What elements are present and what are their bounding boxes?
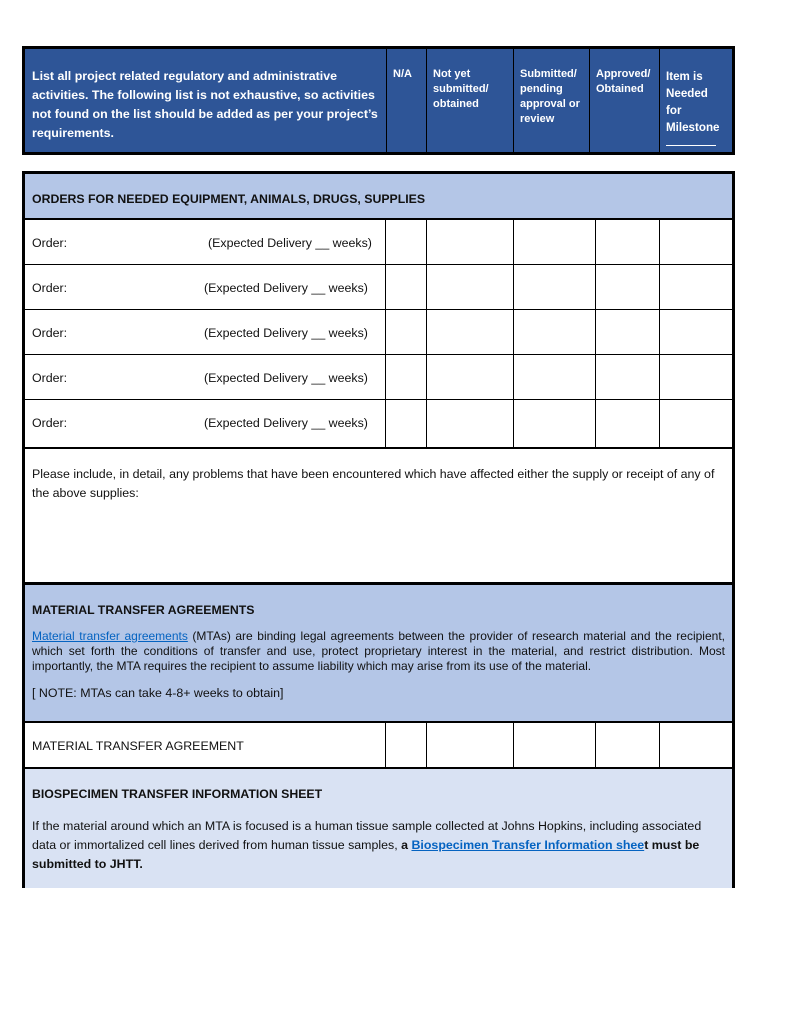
expected-delivery: (Expected Delivery __ weeks)	[208, 236, 372, 250]
biospecimen-section	[25, 769, 732, 888]
status-cell-not-yet[interactable]	[427, 265, 514, 309]
mta-section	[25, 585, 732, 723]
status-cell-na[interactable]	[386, 220, 427, 264]
status-cell-approved[interactable]	[596, 723, 660, 767]
status-cell-na[interactable]	[386, 265, 427, 309]
status-cell-not-yet[interactable]	[427, 400, 514, 447]
header-col-milestone-label: Item is Needed for Milestone	[666, 70, 720, 134]
header-col-approved: Approved/ Obtained	[589, 49, 659, 152]
header-col-na: N/A	[386, 49, 426, 152]
status-cell-submitted[interactable]	[514, 220, 596, 264]
order-row	[25, 310, 732, 355]
status-cell-approved[interactable]	[596, 310, 660, 354]
header-col-not-yet: Not yet submitted/ obtained	[426, 49, 513, 152]
order-cell[interactable]	[25, 310, 386, 354]
supply-problems-prompt: Please include, in detail, any problems that have been encountered which have affected either the supply or receipt of any of the above supplies:	[32, 467, 715, 500]
mta-link[interactable]: Material transfer agreements	[32, 629, 188, 643]
status-cell-not-yet[interactable]	[427, 220, 514, 264]
status-cell-submitted[interactable]	[514, 723, 596, 767]
order-row	[25, 355, 732, 400]
expected-delivery: (Expected Delivery __ weeks)	[204, 371, 368, 385]
status-cell-submitted[interactable]	[514, 355, 596, 399]
status-cell-not-yet[interactable]	[427, 310, 514, 354]
mta-row	[25, 723, 732, 769]
biospecimen-text	[32, 817, 725, 874]
expected-delivery: (Expected Delivery __ weeks)	[204, 416, 368, 430]
status-cell-approved[interactable]	[596, 400, 660, 447]
biospecimen-link[interactable]: Biospecimen Transfer Information shee	[411, 838, 645, 852]
status-cell-milestone[interactable]	[660, 310, 732, 354]
mta-note: [ NOTE: MTAs can take 4-8+ weeks to obtain]	[32, 686, 284, 700]
status-cell-approved[interactable]	[596, 265, 660, 309]
order-row	[25, 220, 732, 265]
status-cell-submitted[interactable]	[514, 400, 596, 447]
status-cell-na[interactable]	[386, 310, 427, 354]
order-row	[25, 400, 732, 449]
status-cell-submitted[interactable]	[514, 265, 596, 309]
status-cell-approved[interactable]	[596, 220, 660, 264]
status-cell-milestone[interactable]	[660, 220, 732, 264]
mta-description-text: (MTAs) are binding legal agreements between the provider of research material and the recipient, which set forth the conditions of transfer and use, protect proprietary interest in the material, and restrict distribution. Most importantly, the MTA requires the recipient to assume liability which may arise from its use of the material.	[32, 629, 725, 673]
order-label: Order:	[32, 236, 68, 250]
order-label: Order:	[32, 371, 68, 385]
mta-section-title: MATERIAL TRANSFER AGREEMENTS	[32, 603, 255, 617]
status-cell-milestone[interactable]	[660, 400, 732, 447]
order-cell[interactable]	[25, 220, 386, 264]
header-col-milestone	[659, 49, 732, 152]
mta-cell[interactable]	[25, 723, 386, 767]
mta-row-label: MATERIAL TRANSFER AGREEMENT	[32, 739, 244, 753]
status-cell-submitted[interactable]	[514, 310, 596, 354]
header-table	[22, 46, 735, 155]
header-col-submitted: Submitted/ pending approval or review	[513, 49, 589, 152]
biospecimen-section-title: BIOSPECIMEN TRANSFER INFORMATION SHEET	[32, 787, 323, 801]
expected-delivery: (Expected Delivery __ weeks)	[204, 326, 368, 340]
order-cell[interactable]	[25, 355, 386, 399]
order-cell[interactable]	[25, 400, 386, 447]
status-cell-approved[interactable]	[596, 355, 660, 399]
mta-description	[32, 629, 725, 674]
status-cell-milestone[interactable]	[660, 723, 732, 767]
status-cell-milestone[interactable]	[660, 355, 732, 399]
orders-section-title: ORDERS FOR NEEDED EQUIPMENT, ANIMALS, DRUGS, SUPPLIES	[25, 174, 732, 220]
order-label: Order:	[32, 416, 68, 430]
order-row	[25, 265, 732, 310]
status-cell-na[interactable]	[386, 400, 427, 447]
expected-delivery: (Expected Delivery __ weeks)	[204, 281, 368, 295]
milestone-blank-line	[666, 135, 716, 146]
biospecimen-bold-a: a	[401, 838, 412, 852]
status-cell-na[interactable]	[386, 355, 427, 399]
supply-problems-field[interactable]	[25, 449, 732, 585]
header-instructions: List all project related regulatory and administrative activities. The following list is not exhaustive, so activities not found on the list should be added as per your project’s requirements.	[32, 69, 378, 140]
order-label: Order:	[32, 326, 68, 340]
status-cell-na[interactable]	[386, 723, 427, 767]
biospecimen-bold-after: t must be submitted to JHTT.	[32, 838, 700, 871]
main-table	[22, 171, 735, 888]
biospecimen-text-main: If the material around which an MTA is focused is a human tissue sample collected at Johns Hopkins, including associated data or immortalized cell lines derived from human tissue samples,	[32, 819, 702, 852]
order-label: Order:	[32, 281, 68, 295]
status-cell-not-yet[interactable]	[427, 355, 514, 399]
status-cell-not-yet[interactable]	[427, 723, 514, 767]
order-cell[interactable]	[25, 265, 386, 309]
status-cell-milestone[interactable]	[660, 265, 732, 309]
